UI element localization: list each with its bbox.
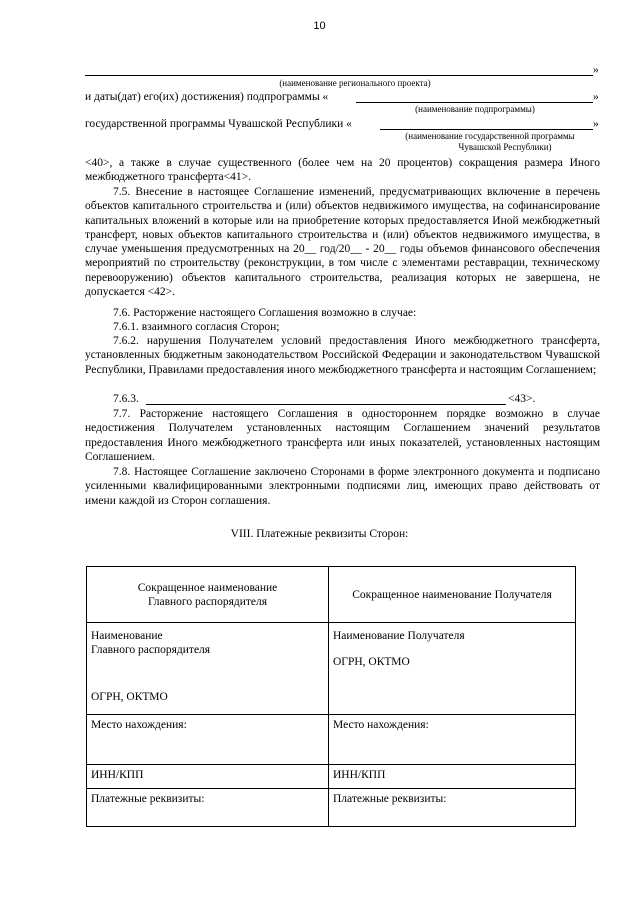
paragraph-7-6: 7.6. Расторжение настоящего Соглашения возможно в случае: (113, 307, 417, 319)
inn-cell-left (87, 765, 329, 789)
state-program-field[interactable] (380, 129, 593, 130)
close-quote: » (593, 64, 599, 76)
name-right: Наименование Получателя (333, 630, 465, 642)
subprogram-field[interactable] (356, 102, 593, 103)
payment-left: Платежные реквизиты: (91, 793, 205, 805)
payment-cell-left (87, 789, 329, 827)
header-left-line-2: Главного распорядителя (147, 595, 268, 608)
paragraph-7-6-3-note: <43>. (508, 393, 536, 405)
caption-state-program-1: (наименование государственной программы (405, 131, 575, 141)
dates-text: и даты(дат) его(их) достижения) подпрограммы « (85, 91, 329, 103)
payment-details-table (86, 566, 576, 827)
close-quote: » (593, 91, 599, 103)
location-right: Место нахождения: (333, 719, 429, 731)
header-left-line-1: Сокращенное наименование (137, 581, 278, 594)
caption-regional-project: (наименование регионального проекта) (279, 78, 431, 88)
name-cell-left (87, 623, 329, 715)
header-cell-left (87, 567, 329, 623)
payment-cell-right (329, 789, 576, 827)
paragraph-7-8: 7.8. Настоящее Соглашение заключено Сторонами в форме электронного документа и подписано усиленными квалифицированными электронными подписями лиц, имеющих право действовать от имени каждой из Сторон соглашения. (85, 466, 600, 507)
payment-right: Платежные реквизиты: (333, 793, 447, 805)
paragraph-7-6-1: 7.6.1. взаимного согласия Сторон; (113, 321, 280, 333)
header-right: Сокращенное наименование Получателя (352, 588, 552, 601)
regional-project-field[interactable] (85, 75, 593, 76)
state-program-text: государственной программы Чувашской Республики « (85, 118, 352, 130)
location-cell-right (329, 715, 576, 765)
location-left: Место нахождения: (91, 719, 187, 731)
paragraph-7-6-2: 7.6.2. нарушения Получателем условий предоставления Иного межбюджетного трансферта, установленных бюджетным законодательством Российской Федерации и законодательством Чувашской Республики, Правилами предоставления иного межбюджетного трансферта и настоящим Соглашением; (85, 335, 600, 376)
inn-right: ИНН/КПП (333, 769, 386, 781)
name-left-line-1: Наименование (91, 630, 163, 642)
paragraph-7-6-3-label: 7.6.3. (113, 393, 139, 405)
paragraph-7-7: 7.7. Расторжение настоящего Соглашения в одностороннем порядке возможно в случае недостижения Получателем установленных настоящим Соглашением значений результатов предоставления Иного межбюджетного трансферта или иных показателей, установленных настоящим Соглашением. (85, 408, 600, 463)
header-cell-right (329, 567, 576, 623)
inn-left: ИНН/КПП (91, 769, 144, 781)
close-quote: » (593, 118, 599, 130)
ogrn-right: ОГРН, ОКТМО (333, 656, 410, 668)
paragraph-7-5: 7.5. Внесение в настоящее Соглашение изменений, предусматривающих включение в перечень объектов капитального строительства и (или) объектов недвижимого имущества, на софинансирование капитальных вложений в которые или на приобретение которых предоставляется Иной межбюджетный трансферт, новых объектов капитального строительства и (или) объектов недвижимого имущества, в случае уменьшения предусмотренных на 20__ год/20__ - 20__ годы объемов финансового обеспечения мероприятий по строительству (реконструкции, в том числе с элементами реставрации, техническому перевооружению) объектов капитального строительства, реализация которых не завершена, не допускается <42>. (85, 186, 600, 299)
paragraph-40: <40>, а также в случае существенного (более чем на 20 процентов) сокращения размера Иного межбюджетного трансферта<41>. (85, 157, 600, 184)
caption-state-program-2: Чувашской Республики) (458, 142, 552, 152)
section-heading: VIII. Платежные реквизиты Сторон: (230, 528, 409, 540)
name-left-line-2: Главного распорядителя (91, 644, 211, 656)
location-cell-left (87, 715, 329, 765)
ogrn-left: ОГРН, ОКТМО (91, 691, 168, 703)
caption-subprogram: (наименование подпрограммы) (415, 104, 535, 114)
inn-cell-right (329, 765, 576, 789)
name-cell-right (329, 623, 576, 715)
page-number: 10 (313, 20, 326, 32)
paragraph-7-6-3-field[interactable] (146, 404, 506, 405)
